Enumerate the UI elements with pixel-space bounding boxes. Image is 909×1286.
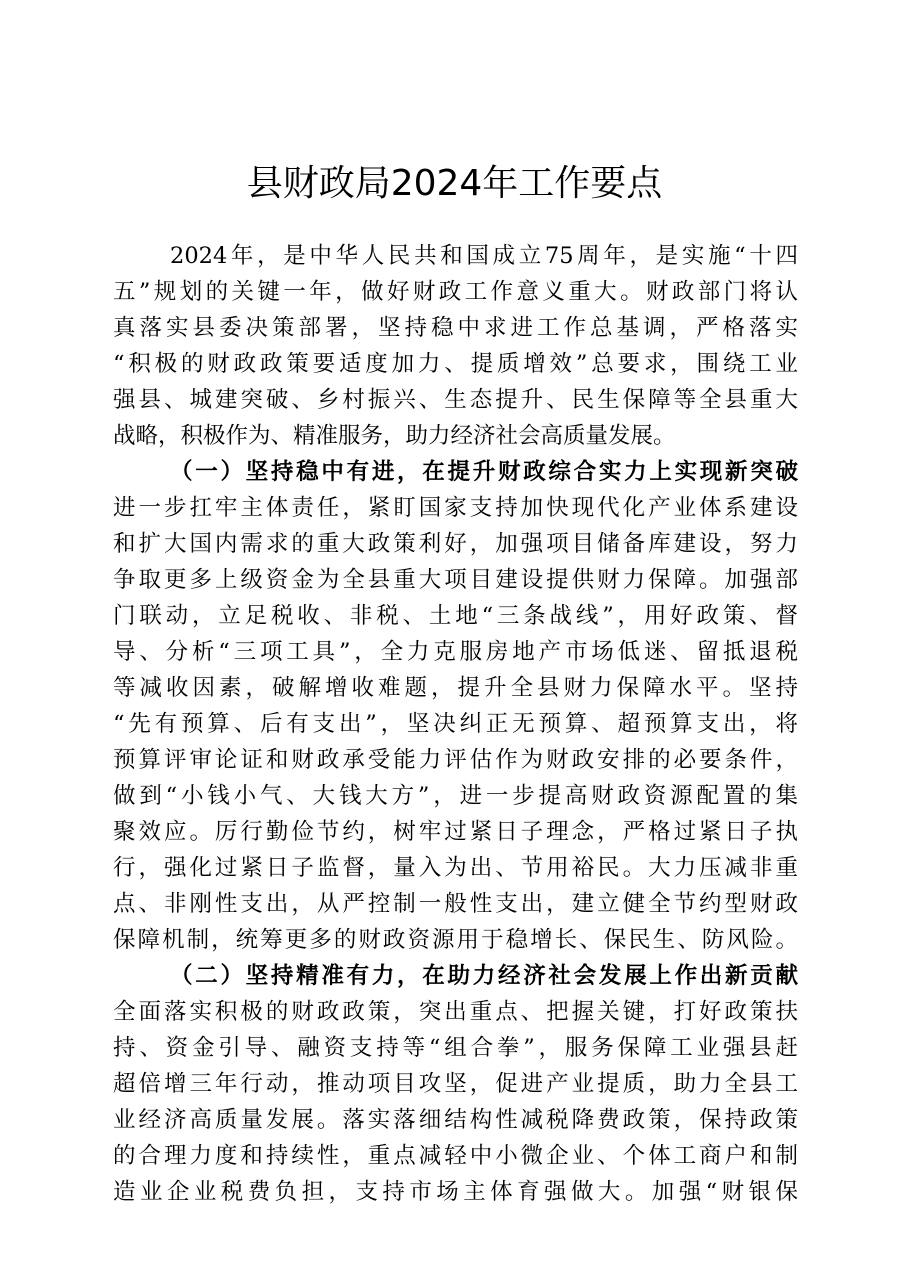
body-line: 真落实县委决策部署，坚持稳中求进工作总基调，严格落实	[113, 315, 798, 341]
body-line: “积极的财政政策要适度加力、提质增效”总要求，围绕工业	[113, 351, 798, 377]
body-line: 五”规划的关键一年，做好财政工作意义重大。财政部门将认	[113, 279, 798, 305]
body-line: 业经济高质量发展。落实落细结构性减税降费政策，保持政策	[113, 1107, 798, 1133]
body-line: 行，强化过紧日子监督，量入为出、节用裕民。大力压减非重	[113, 855, 798, 881]
body-line: 进一步扛牢主体责任，紧盯国家支持加快现代化产业体系建设	[113, 495, 798, 521]
body-line: 战略，积极作为、精准服务，助力经济社会高质量发展。	[113, 423, 676, 449]
section-heading-2: （二）坚持精准有力，在助力经济社会发展上作出新贡献	[170, 963, 798, 989]
body-line: 造业企业税费负担，支持市场主体育强做大。加强“财银保	[113, 1179, 798, 1205]
body-line: 保障机制，统筹更多的财政资源用于稳增长、保民生、防风险。	[113, 927, 798, 953]
body-line: 门联动，立足税收、非税、土地“三条战线”，用好政策、督	[113, 603, 798, 629]
body-line: 做到“小钱小气、大钱大方”，进一步提高财政资源配置的集	[113, 783, 798, 809]
body-line: 争取更多上级资金为全县重大项目建设提供财力保障。加强部	[113, 567, 798, 593]
body-line: 强县、城建突破、乡村振兴、生态提升、民生保障等全县重大	[113, 387, 798, 413]
body-line: 超倍增三年行动，推动项目攻坚，促进产业提质，助力全县工	[113, 1071, 798, 1097]
body-line: 的合理力度和持续性，重点减轻中小微企业、个体工商户和制	[113, 1143, 798, 1169]
body-line: 点、非刚性支出，从严控制一般性支出，建立健全节约型财政	[113, 891, 798, 917]
body-line: 全面落实积极的财政政策，突出重点、把握关键，打好政策扶	[113, 999, 798, 1025]
body-line: “先有预算、后有支出”，坚决纠正无预算、超预算支出，将	[113, 711, 798, 737]
section-heading-1: （一）坚持稳中有进，在提升财政综合实力上实现新突破	[170, 459, 798, 485]
body-line: 和扩大国内需求的重大政策利好，加强项目储备库建设，努力	[113, 531, 798, 557]
body-line: 等减收因素，破解增收难题，提升全县财力保障水平。坚持	[113, 675, 798, 701]
body-line: 2024年，是中华人民共和国成立75周年，是实施“十四	[170, 243, 798, 269]
body-line: 导、分析“三项工具”，全力克服房地产市场低迷、留抵退税	[113, 639, 798, 665]
body-line: 聚效应。厉行勤俭节约，树牢过紧日子理念，严格过紧日子执	[113, 819, 798, 845]
body-line: 预算评审论证和财政承受能力评估作为财政安排的必要条件，	[113, 747, 798, 773]
document-title: 县财政局2024年工作要点	[246, 163, 663, 204]
body-line: 持、资金引导、融资支持等“组合拳”，服务保障工业强县赶	[113, 1035, 798, 1061]
